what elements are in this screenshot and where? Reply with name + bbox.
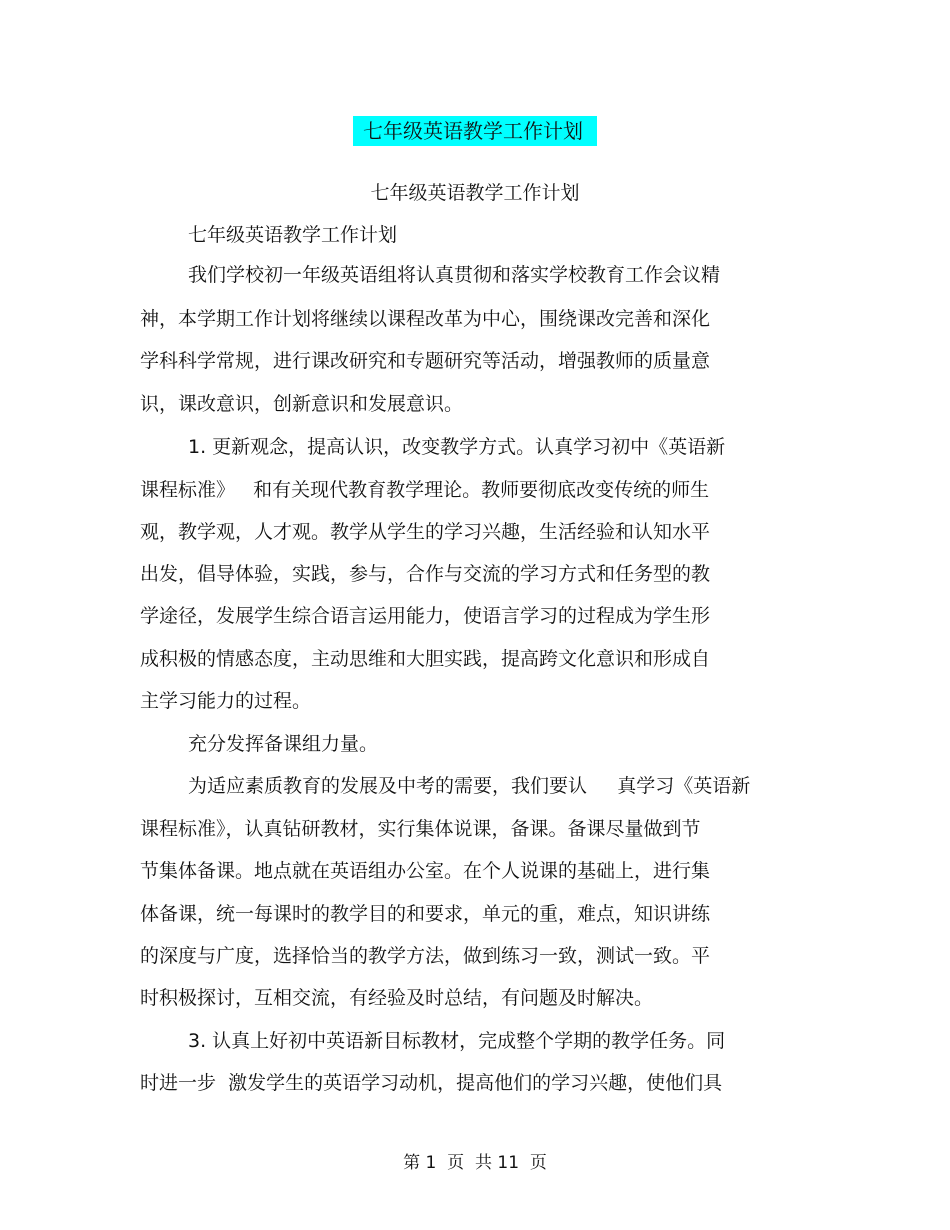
paragraph-line: 课程标准》，认真钻研教材，实行集体说课，备课。备课尽量做到节 (140, 818, 701, 840)
paragraph-line: 1. 更新观念，提高认识，改变教学方式。认真学习初中《英语新 (188, 436, 726, 458)
paragraph-line: 我们学校初一年级英语组将认真贯彻和落实学校教育工作会议精 (188, 264, 721, 286)
paragraph-line: 充分发挥备课组力量。 (188, 733, 379, 755)
paragraph-line: 成积极的情感态度，主动思维和大胆实践，提高跨文化意识和形成自 (140, 648, 711, 670)
paragraph-line: 观，教学观，人才观。教学从学生的学习兴趣，生活经验和认知水平 (140, 521, 711, 543)
paragraph-line: 课程标准》 和有关现代教育教学理论。教师要彻底改变传统的师生 (140, 479, 710, 501)
title-container (0, 116, 950, 146)
paragraph-line: 学科科学常规，进行课改研究和专题研究等活动，增强教师的质量意 (140, 350, 711, 372)
paragraph-line: 出发，倡导体验，实践，参与，合作与交流的学习方式和任务型的教 (140, 563, 711, 585)
paragraph-line: 识，课改意识，创新意识和发展意识。 (140, 393, 464, 415)
section-heading: 七年级英语教学工作计划 (188, 224, 398, 246)
document-title: 七年级英语教学工作计划 (353, 116, 597, 146)
page-footer: 第 1 页 共 11 页 (403, 1153, 547, 1173)
paragraph-line: 节集体备课。地点就在英语组办公室。在个人说课的基础上，进行集 (140, 860, 711, 882)
document-subtitle: 七年级英语教学工作计划 (370, 182, 580, 204)
paragraph-line: 神，本学期工作计划将继续以课程改革为中心，围绕课改完善和深化 (140, 308, 711, 330)
paragraph-line: 时进一步 激发学生的英语学习动机，提高他们的学习兴趣，使他们具 (140, 1072, 723, 1094)
paragraph-line: 的深度与广度，选择恰当的教学方法，做到练习一致，测试一致。平 (140, 945, 711, 967)
paragraph-line: 3. 认真上好初中英语新目标教材，完成整个学期的教学任务。同 (188, 1030, 726, 1052)
paragraph-line: 体备课，统一每课时的教学目的和要求，单元的重，难点，知识讲练 (140, 903, 711, 925)
paragraph-line: 为适应素质教育的发展及中考的需要，我们要认 真学习《英语新 (188, 775, 751, 797)
paragraph-line: 学途径，发展学生综合语言运用能力，使语言学习的过程成为学生形 (140, 605, 711, 627)
paragraph-line: 主学习能力的过程。 (140, 690, 312, 712)
paragraph-line: 时积极探讨，互相交流，有经验及时总结，有问题及时解决。 (140, 987, 654, 1009)
